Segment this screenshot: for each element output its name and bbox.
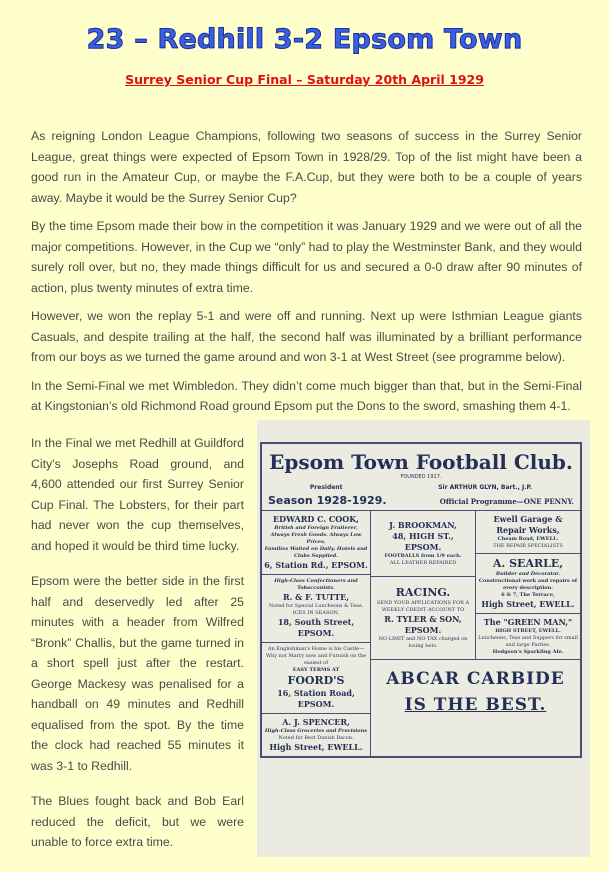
abcar-advert: ABCAR CARBIDE IS THE BEST. [371, 659, 580, 724]
programme-club-name: Epsom Town Football Club. [269, 450, 573, 474]
paragraph: However, we won the replay 5-1 and were off and running. Next up were Isthmian League giants Casuals, and despite trailing at the half, the second half was illuminated by a brilliant performance from our boys as we turned the game around and won 3-1 at West Street (see programme below). [31, 309, 582, 364]
paragraph: Epsom were the better side in the first half and deservedly led after 25 minutes with a header from Wilfred “Bronk” Challis, but the game turned in a short spell just after the restart. George Mackesy was penalised for a handball on 49 minutes and Redhill equalised from the spot. By the time the clock had reached 55 minutes it was 3-1 to Redhill. [31, 574, 244, 773]
page-subtitle: Surrey Senior Cup Final – Saturday 20th April 1929 [125, 72, 484, 87]
programme-founded: FOUNDED 1917. [400, 474, 442, 480]
advert: A. J. SPENCER, High-Class Groceries and Provisions Noted for Best Danish Bacon. High Street, EWELL. [264, 717, 368, 752]
programme-official: Official Programme—ONE PENNY. [439, 497, 574, 506]
advert: High-Class Confectioners and Tobacconists. R. & F. TUTTE, Noted for Special Luncheons & Teas. ICES IN SEASON. 18, South Street, EPSOM. [262, 575, 370, 643]
programme-president-label: President [309, 484, 343, 491]
left-column [31, 433, 244, 868]
advert: EDWARD C. COOK, British and Foreign Fruiterer, Always Fresh Goods. Always Low Prices. Families Waited on Daily. Hotels and Clubs Supplied. 6, Station Rd., EPSOM. [262, 511, 370, 575]
paragraph: In the Semi-Final we met Wimbledon. They didn’t come much bigger than that, but in the Semi-Final at Kingstonian’s old Richmond Road ground Epsom put the Dons to the sword, smashing them 4-1. [31, 378, 582, 413]
page-title: 23 – Redhill 3-2 Epsom Town [86, 24, 523, 55]
article-body [31, 126, 582, 425]
programme-image [257, 420, 590, 857]
advert: J. BROOKMAN, 48, HIGH ST., EPSOM. FOOTBALLS from 1/9 each. ALL LEATHER REPAIRED [371, 511, 475, 577]
paragraph: The Blues fought back and Bob Earl reduced the deficit, but we were unable to force extra time. [31, 794, 244, 849]
advert: An Englishman's Home is his Castle—Why not Marry now and Furnish on the easiest of EASY TERMS AT FOORD'S 16, Station Road, EPSOM. [262, 643, 370, 714]
advert: A. SEARLE, Builder and Decorator. Constructional work and repairs of every description. 6 & 7, The Terrace, High Street, EWELL. [476, 554, 580, 614]
programme-season: Season 1928-1929. [268, 494, 387, 507]
programme-president: Sir ARTHUR GLYN, Bart., J.P. [438, 484, 533, 491]
advert: The "GREEN MAN," HIGH STREET, EWELL. Luncheons, Teas and Suppers for small and large Parties. Hodgson's Sparkling Ale. [478, 617, 578, 655]
paragraph: By the time Epsom made their bow in the competition it was January 1929 and we were out of all the major competitions. However, in the Cup we “only” had to play the Westminster Bank, and they would surely roll over, but no, they made things difficult for us and secured a 0-0 draw after 90 minutes of action, plus twenty minutes of extra time. [31, 219, 582, 295]
advert: RACING. SEND YOUR APPLICATIONS FOR A WEEKLY CREDIT ACCOUNT TO R. TYLER & SON, EPSOM. NO LIMIT and NO TAX charged on losing bets. [376, 586, 470, 649]
programme-frame [260, 442, 582, 758]
advert: Ewell Garage & Repair Works, Cheam Road, EWELL. THE REPAIR SPECIALISTS [476, 511, 580, 554]
paragraph: As reigning London League Champions, following two seasons of success in the Surrey Senior League, great things were expected of Epsom Town in 1928/29. Top of the list might have been a good run in the Amateur Cup, or maybe the F.A.Cup, but they were both to be a couple of years away. Maybe it would be the Surrey Senior Cup? [31, 129, 582, 205]
paragraph: In the Final we met Redhill at Guildford City’s Josephs Road ground, and 4,600 attended our first Surrey Senior Cup Final. The Lobsters, for their part had never won the cup themselves, and hoped it would be third time lucky. [31, 436, 244, 553]
